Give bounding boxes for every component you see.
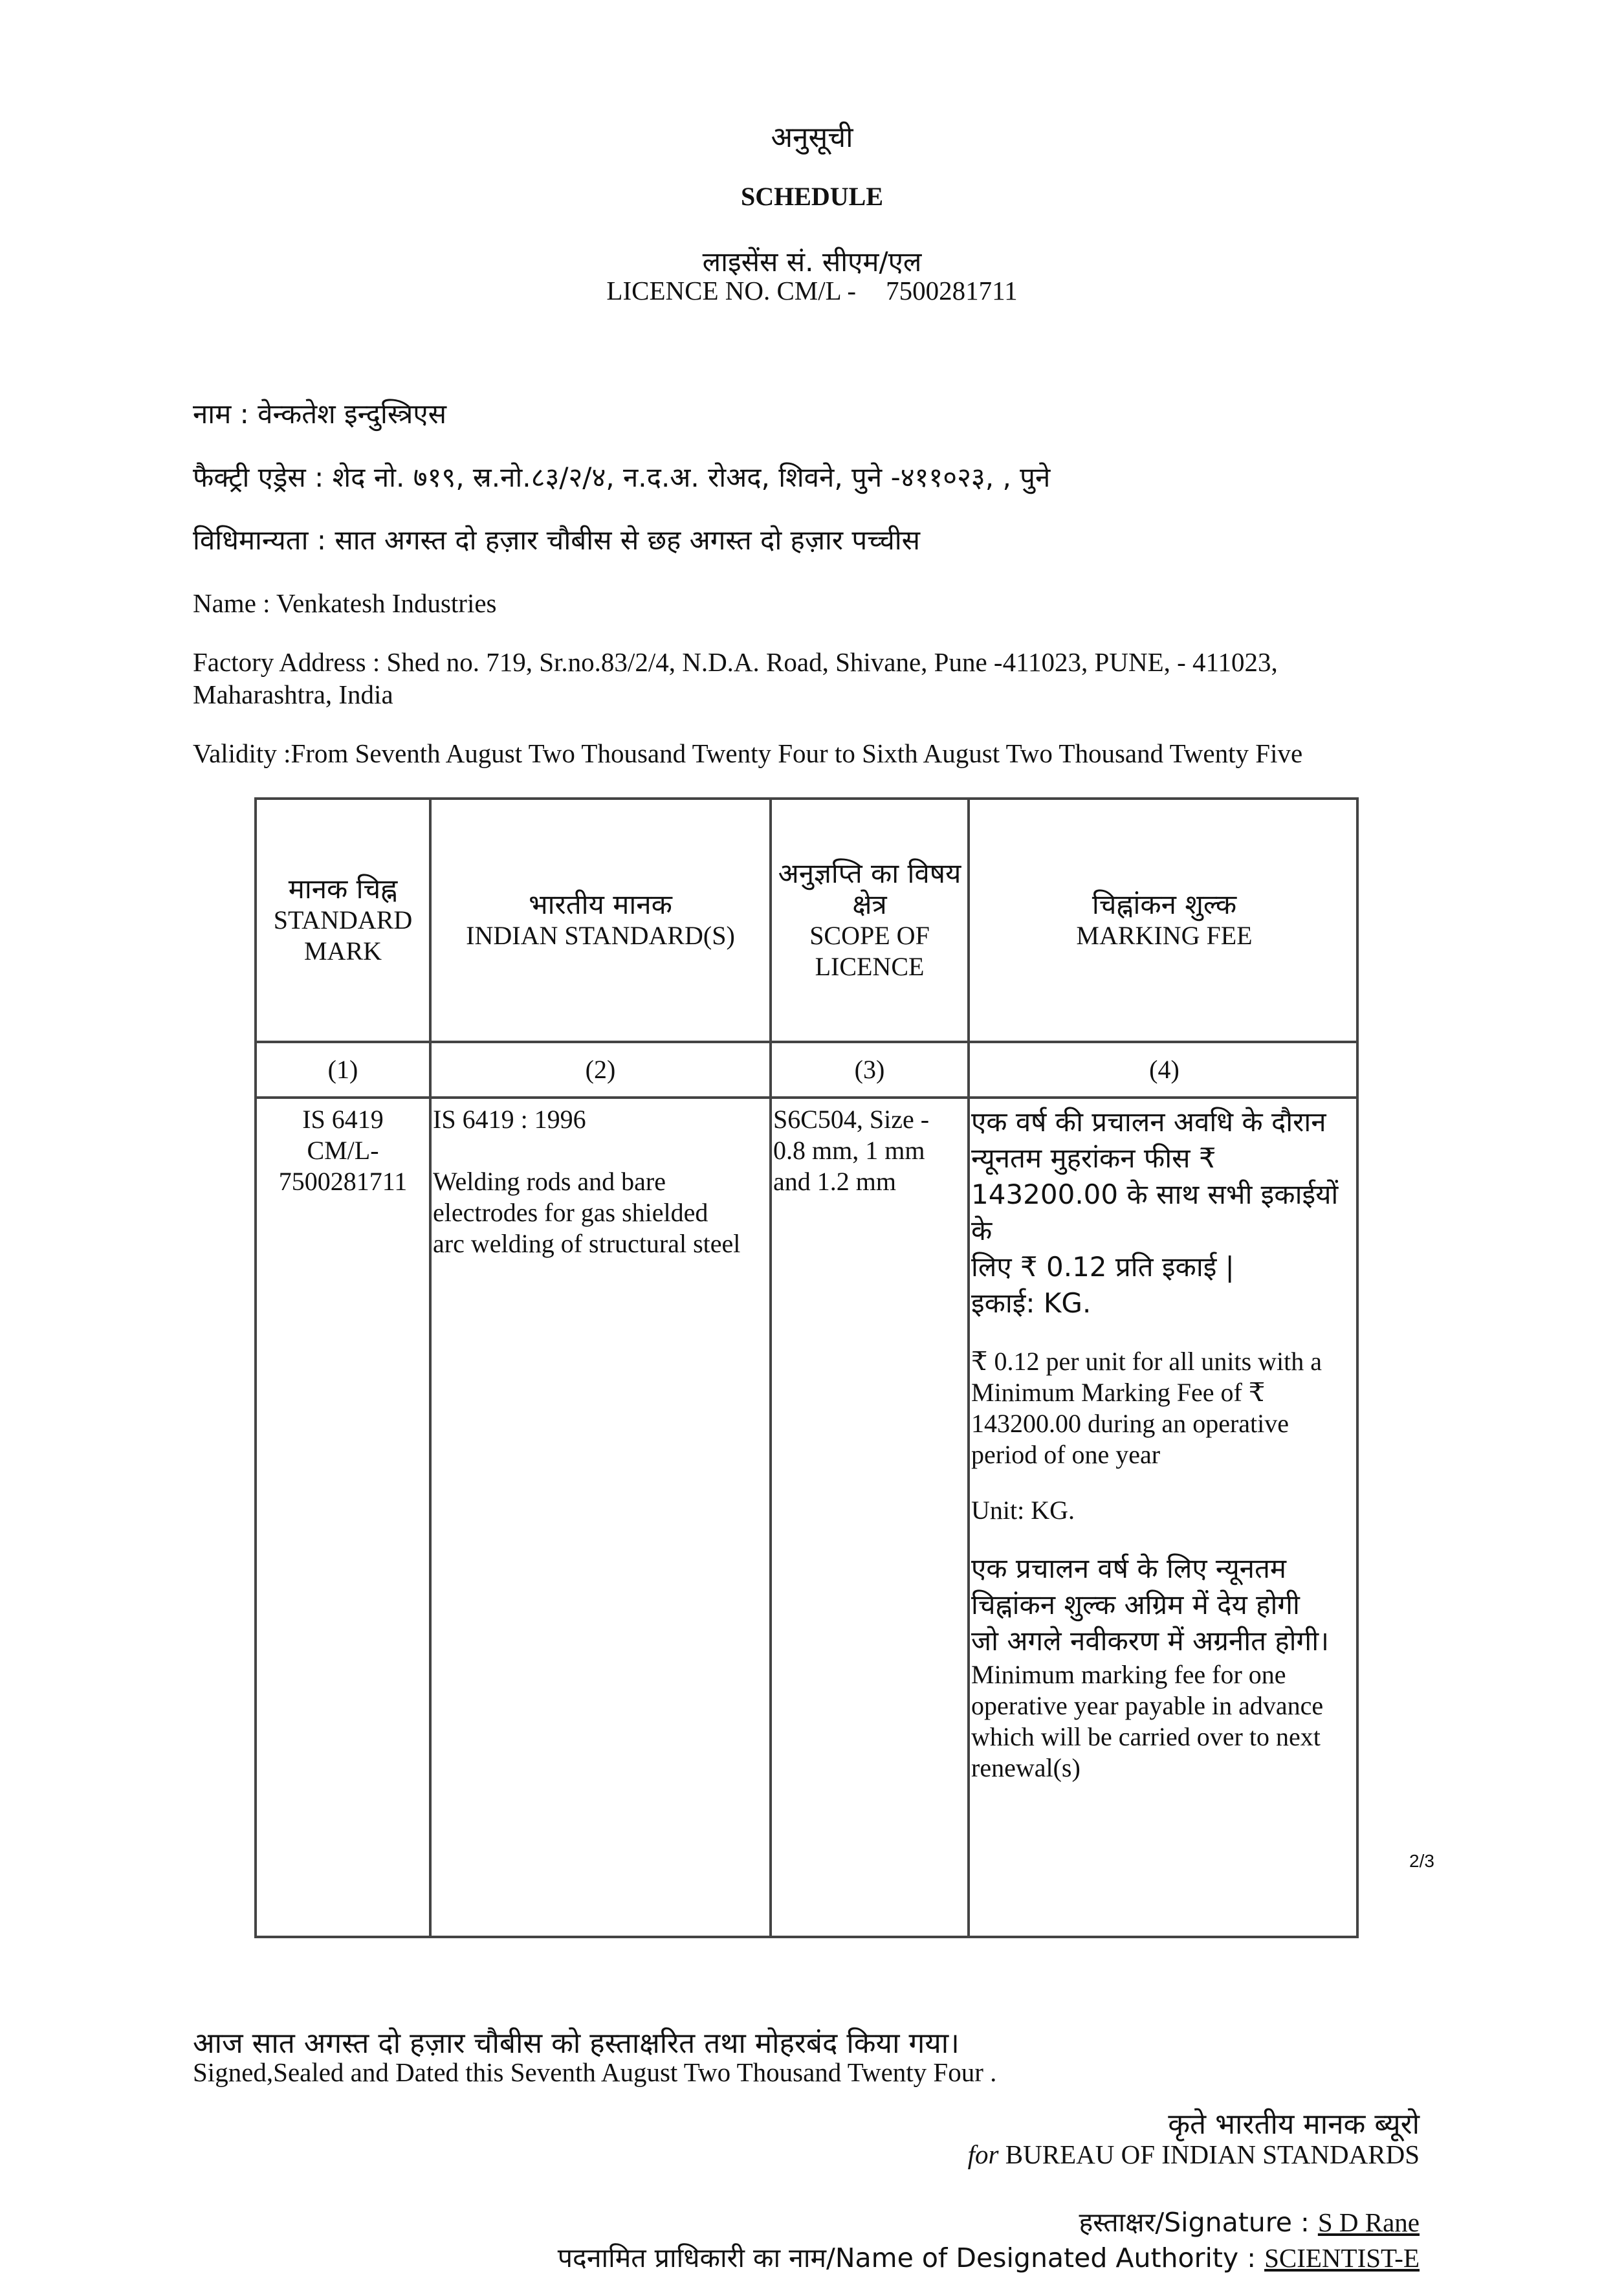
page-number: 2/3	[1409, 1851, 1434, 1871]
marking-fee-cell: एक वर्ष की प्रचालन अवधि के दौरान न्यूनतम मुहरांकन फीस ₹ 143200.00 के साथ सभी इकाईयों के लिए ₹ 0.12 प्रति इकाई | इकाई: KG. ₹ 0.12 per unit for all units with a Minimum Marking Fee of ₹ 143200.00 during an operative period of one year Unit: KG. एक प्रचालन वर्ष के लिए न्यूनतम चिह्नांकन शुल्क अग्रिम में देय होगी जो अगले नवीकरण में अग्रनीत होगी। Minimum marking fee for one operative year payable in advance which will be carried over to next renewal(s)	[971, 1106, 1339, 1782]
column-number: (1)	[327, 1055, 358, 1084]
column-number: (2)	[585, 1055, 616, 1084]
for-bureau-hindi: कृते भारतीय मानक ब्यूरो	[1168, 2108, 1420, 2141]
signature-label: हस्ताक्षर/Signature :	[1079, 2207, 1318, 2238]
address-line-1: Factory Address : Shed no. 719, Sr.no.83/2/4, N.D.A. Road, Shivane, Pune -411023, PUNE, - 411023,	[193, 647, 1278, 677]
validity-english: Validity :From Seventh August Two Thousand Twenty Four to Sixth August Two Thousand Twenty Five	[193, 738, 1303, 768]
authority-line	[558, 2239, 1420, 2275]
address-english	[193, 646, 1422, 711]
signature-name: S D Rane	[1317, 2207, 1420, 2237]
schedule-table	[254, 797, 1359, 1938]
standard-mark-cell: IS 6419 CM/L- 7500281711	[278, 1105, 408, 1196]
address-hindi: फैक्ट्री एड्रेस : शेद नो. ७१९, स्र.नो.८३/२/४, न.द.अ. रोअद, शिवने, पुने -४११०२३, , पुने	[193, 461, 1051, 493]
signed-hindi: आज सात अगस्त दो हज़ार चौबीस को हस्ताक्षरित तथा मोहरबंद किया गया।	[193, 2027, 960, 2060]
authority-label: पदनामित प्राधिकारी का नाम/Name of Designated Authority :	[557, 2242, 1265, 2273]
header-indian-standard: भारतीय मानक INDIAN STANDARD(S)	[466, 889, 735, 950]
column-number: (4)	[1149, 1055, 1180, 1084]
licence-hindi: लाइसेंस सं. सीएम/एल	[702, 246, 922, 278]
name-hindi: नाम : वेन्कतेश इन्दुस्त्रिएस	[193, 398, 446, 430]
for-bureau	[968, 2139, 1420, 2170]
authority-name: SCIENTIST-E	[1264, 2243, 1420, 2273]
bureau-name: BUREAU OF INDIAN STANDARDS	[1005, 2140, 1420, 2169]
schedule-title: SCHEDULE	[740, 182, 884, 211]
header-standard-mark: मानक चिह्न STANDARD MARK	[273, 873, 413, 966]
licence-line	[0, 275, 1624, 306]
licence-label: LICENCE NO. CM/L -	[606, 276, 857, 305]
name-english: Name : Venkatesh Industries	[193, 588, 497, 618]
header-scope: अनुज्ञप्ति का विषय क्षेत्र SCOPE OF LICENCE	[778, 857, 961, 981]
licence-number: 7500281711	[886, 276, 1018, 305]
validity-hindi: विधिमान्यता : सात अगस्त दो हज़ार चौबीस से छह अगस्त दो हज़ार पच्चीस	[193, 524, 921, 556]
column-number: (3)	[854, 1055, 885, 1084]
indian-standard-cell: IS 6419 : 1996 Welding rods and bare electrodes for gas shielded arc welding of structural steel	[433, 1105, 741, 1258]
signed-english: Signed,Sealed and Dated this Seventh August Two Thousand Twenty Four .	[193, 2057, 997, 2087]
address-line-2: Maharashtra, India	[193, 680, 393, 709]
signature-line	[1079, 2204, 1420, 2240]
for-word: for	[967, 2140, 999, 2169]
hindi-title: अनुसूची	[771, 121, 853, 154]
scope-cell: S6C504, Size - 0.8 mm, 1 mm and 1.2 mm	[773, 1105, 930, 1196]
header-marking-fee: चिह्नांकन शुल्क MARKING FEE	[1076, 889, 1253, 950]
